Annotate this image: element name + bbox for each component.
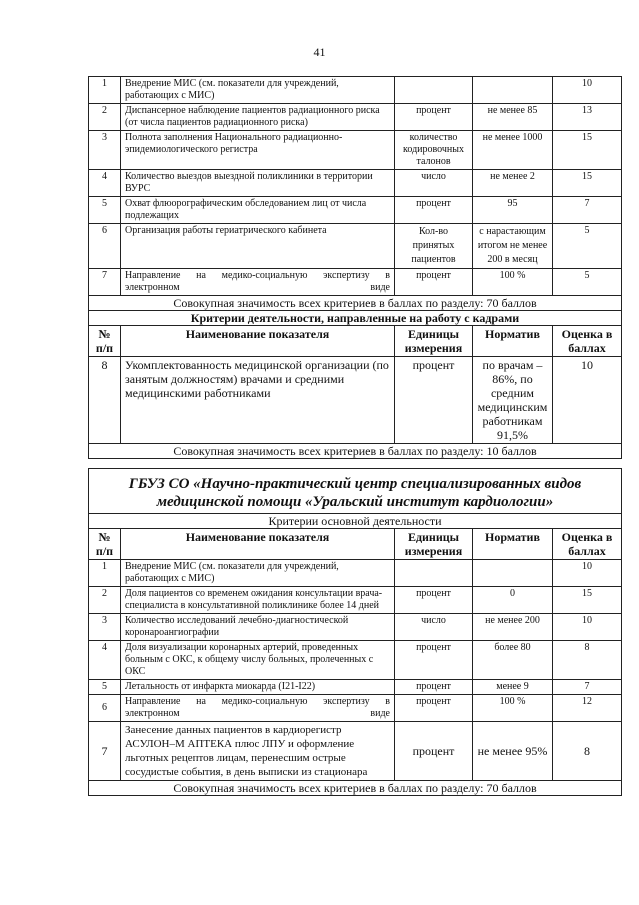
row-number: 7: [89, 722, 121, 781]
col-header-name: Наименование показателя: [121, 326, 395, 357]
indicator-name: Охват флюорографическим обследованием лиц от числа подлежащих: [121, 197, 395, 224]
row-number: 3: [89, 131, 121, 170]
indicator-name: Доля визуализации коронарных артерий, проведенных больным с ОКС, к общему числу больных, пролеченных с ОКС: [121, 641, 395, 680]
unit-cell: процент: [395, 722, 473, 781]
norm-cell: не менее 95%: [473, 722, 553, 781]
row-number: 1: [89, 77, 121, 104]
score-cell: 7: [553, 197, 622, 224]
total-row: [89, 444, 622, 459]
indicator-name: Летальность от инфаркта миокарда (I21-I22): [121, 680, 395, 695]
indicator-name: Доля пациентов со временем ожидания консультации врача-специалиста в консультативной поликлинике более 14 дней: [121, 587, 395, 614]
subtitle-row: [89, 514, 622, 529]
indicator-name: Организация работы гериатрического кабинета: [121, 224, 395, 269]
table-row: [89, 357, 622, 444]
section-subtitle: Критерии основной деятельности: [89, 514, 622, 529]
unit-cell: процент: [395, 104, 473, 131]
col-header-number: № п/п: [89, 529, 121, 560]
score-cell: 15: [553, 170, 622, 197]
col-header-score: Оценка в баллах: [553, 326, 622, 357]
unit-cell: процент: [395, 587, 473, 614]
criteria-table-2: [88, 468, 622, 796]
table-row: [89, 224, 622, 269]
col-header-name: Наименование показателя: [121, 529, 395, 560]
score-cell: 8: [553, 722, 622, 781]
norm-cell: не менее 200: [473, 614, 553, 641]
table-row: [89, 641, 622, 680]
norm-cell: 0: [473, 587, 553, 614]
header-row: [89, 326, 622, 357]
table-row: [89, 269, 622, 296]
indicator-name: Направление на медико-социальную экспертизу в электронном виде: [121, 695, 395, 722]
unit-cell: число: [395, 170, 473, 197]
score-cell: 10: [553, 614, 622, 641]
norm-cell: по врачам – 86%, по средним медицинским работникам 91,5%: [473, 357, 553, 444]
table-row: [89, 104, 622, 131]
unit-cell: число: [395, 614, 473, 641]
row-number: 1: [89, 560, 121, 587]
page-number: 41: [313, 45, 326, 59]
row-number: 6: [89, 695, 121, 722]
score-cell: 13: [553, 104, 622, 131]
col-header-number: № п/п: [89, 326, 121, 357]
row-number: 3: [89, 614, 121, 641]
unit-cell: [395, 560, 473, 587]
indicator-name: Полнота заполнения Национального радиационно-эпидемиологического регистра: [121, 131, 395, 170]
total-row: [89, 296, 622, 311]
norm-cell: не менее 2: [473, 170, 553, 197]
indicator-name: Направление на медико-социальную экспертизу в электронном виде: [121, 269, 395, 296]
norm-cell: не менее 85: [473, 104, 553, 131]
table-row: [89, 170, 622, 197]
table-row: [89, 131, 622, 170]
table-row: [89, 77, 622, 104]
table-row: [89, 614, 622, 641]
col-header-norm: Норматив: [473, 529, 553, 560]
unit-cell: количество кодировочных талонов: [395, 131, 473, 170]
row-number: 5: [89, 197, 121, 224]
section-total: Совокупная значимость всех критериев в баллах по разделу: 70 баллов: [89, 781, 622, 796]
indicator-name: Внедрение МИС (см. показатели для учреждений, работающих с МИС): [121, 77, 395, 104]
col-header-score: Оценка в баллах: [553, 529, 622, 560]
col-header-unit: Единицы измерения: [395, 529, 473, 560]
criteria-table-1: [88, 76, 622, 459]
table-row: [89, 695, 622, 722]
row-number: 7: [89, 269, 121, 296]
indicator-name: Внедрение МИС (см. показатели для учреждений, работающих с МИС): [121, 560, 395, 587]
indicator-name: Количество исследований лечебно-диагностической коронароангиографии: [121, 614, 395, 641]
score-cell: 10: [553, 560, 622, 587]
table-row: [89, 197, 622, 224]
indicator-name: Занесение данных пациентов в кардиорегистр АСУЛОН–М АПТЕКА плюс ЛПУ и оформление льготных рецептов лицам, перенесшим острые сосудистые события, в день выписки из стационара: [121, 722, 395, 781]
score-cell: 5: [553, 269, 622, 296]
score-cell: 10: [553, 357, 622, 444]
unit-cell: процент: [395, 357, 473, 444]
unit-cell: процент: [395, 695, 473, 722]
section-total: Совокупная значимость всех критериев в баллах по разделу: 70 баллов: [89, 296, 622, 311]
unit-cell: процент: [395, 641, 473, 680]
indicator-name: Количество выездов выездной поликлиники в территории ВУРС: [121, 170, 395, 197]
row-number: 8: [89, 357, 121, 444]
table-row: [89, 560, 622, 587]
score-cell: 12: [553, 695, 622, 722]
unit-cell: процент: [395, 269, 473, 296]
organization-title: ГБУЗ СО «Научно-практический центр специализированных видов медицинской помощи «Уральский институт кардиологии»: [89, 469, 622, 514]
unit-cell: процент: [395, 680, 473, 695]
norm-cell: не менее 1000: [473, 131, 553, 170]
col-header-norm: Норматив: [473, 326, 553, 357]
score-cell: 15: [553, 131, 622, 170]
score-cell: 7: [553, 680, 622, 695]
section-total: Совокупная значимость всех критериев в баллах по разделу: 10 баллов: [89, 444, 622, 459]
row-number: 2: [89, 587, 121, 614]
unit-cell: [395, 77, 473, 104]
row-number: 4: [89, 641, 121, 680]
norm-cell: [473, 77, 553, 104]
row-number: 2: [89, 104, 121, 131]
indicator-name: Укомплектованность медицинской организации (по занятым должностям) врачами и средними медицинскими работниками: [121, 357, 395, 444]
section-title-row: [89, 311, 622, 326]
row-number: 6: [89, 224, 121, 269]
score-cell: 8: [553, 641, 622, 680]
row-number: 4: [89, 170, 121, 197]
table-row: [89, 680, 622, 695]
norm-cell: [473, 560, 553, 587]
section-title: Критерии деятельности, направленные на работу с кадрами: [89, 311, 622, 326]
norm-cell: менее 9: [473, 680, 553, 695]
org-title-row: [89, 469, 622, 514]
score-cell: 15: [553, 587, 622, 614]
header-row: [89, 529, 622, 560]
unit-cell: процент: [395, 197, 473, 224]
norm-cell: 100 %: [473, 695, 553, 722]
total-row: [89, 781, 622, 796]
score-cell: 10: [553, 77, 622, 104]
norm-cell: с нарастающим итогом не менее 200 в месяц: [473, 224, 553, 269]
unit-cell: Кол-во принятых пациентов: [395, 224, 473, 269]
row-number: 5: [89, 680, 121, 695]
score-cell: 5: [553, 224, 622, 269]
norm-cell: более 80: [473, 641, 553, 680]
indicator-name: Диспансерное наблюдение пациентов радиационного риска (от числа пациентов радиационного риска): [121, 104, 395, 131]
norm-cell: 100 %: [473, 269, 553, 296]
table-row: [89, 587, 622, 614]
norm-cell: 95: [473, 197, 553, 224]
col-header-unit: Единицы измерения: [395, 326, 473, 357]
table-row: [89, 722, 622, 781]
